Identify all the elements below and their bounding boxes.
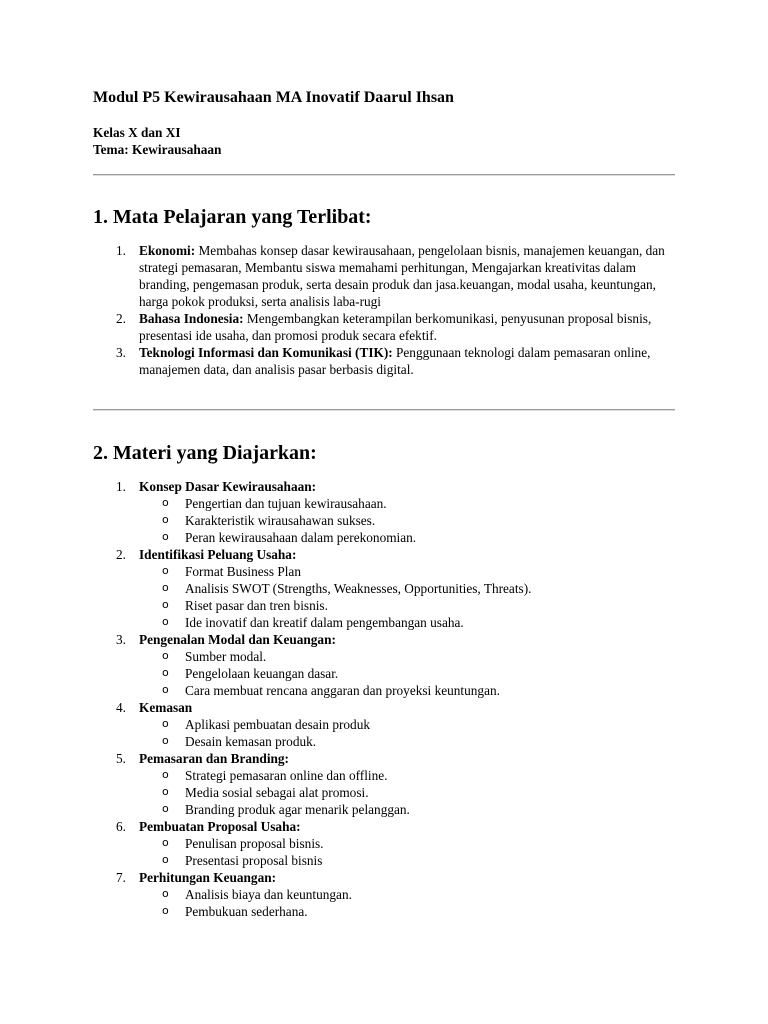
subtopic-item: o Desain kemasan produk. <box>162 734 317 749</box>
material-title: Pengenalan Modal dan Keuangan: <box>139 632 336 647</box>
material-item <box>93 478 665 546</box>
subtopic-item: o Format Business Plan <box>162 564 301 579</box>
subject-item-ict <box>93 344 665 378</box>
subject-description: Penggunaan teknologi dalam pemasaran online, manajemen data, dan analisis pasar berbasis digital. <box>139 345 651 377</box>
list-number: 5. <box>116 751 126 766</box>
circle-bullet-icon: o <box>162 887 169 900</box>
materials-list <box>93 478 665 920</box>
list-number: 2. <box>116 311 126 326</box>
subtopic-item: o Analisis biaya dan keuntungan. <box>162 887 352 902</box>
subtopic-item: o Branding produk agar menarik pelanggan. <box>162 802 410 817</box>
subject-item-economics <box>93 242 665 310</box>
circle-bullet-icon: o <box>162 904 169 917</box>
circle-bullet-icon: o <box>162 513 169 526</box>
theme-line: Tema: Kewirausahaan <box>93 142 222 157</box>
section-heading-subjects: 1. Mata Pelajaran yang Terlibat: <box>93 206 372 228</box>
material-subtopics <box>139 648 665 699</box>
material-item <box>93 546 665 631</box>
subject-name: Bahasa Indonesia: <box>139 311 244 326</box>
material-item <box>93 869 665 920</box>
material-subtopics <box>139 835 665 869</box>
circle-bullet-icon: o <box>162 666 169 679</box>
circle-bullet-icon: o <box>162 853 169 866</box>
class-line: Kelas X dan XI <box>93 125 181 140</box>
subject-item-indonesian <box>93 310 665 344</box>
subject-name: Teknologi Informasi dan Komunikasi (TIK): <box>139 345 393 360</box>
list-number: 7. <box>116 870 126 885</box>
subtopic-item: o Penulisan proposal bisnis. <box>162 836 324 851</box>
material-item <box>93 699 665 750</box>
circle-bullet-icon: o <box>162 496 169 509</box>
subtopic-item: o Karakteristik wirausahawan sukses. <box>162 513 376 528</box>
material-title: Perhitungan Keuangan: <box>139 870 277 885</box>
subtopic-item: o Peran kewirausahaan dalam perekonomian. <box>162 530 417 545</box>
subtopic-item: o Presentasi proposal bisnis <box>162 853 323 868</box>
document-title: Modul P5 Kewirausahaan MA Inovatif Daarul Ihsan <box>93 89 454 106</box>
subtopic-item: o Media sosial sebagai alat promosi. <box>162 785 369 800</box>
circle-bullet-icon: o <box>162 615 169 628</box>
subject-description: Membahas konsep dasar kewirausahaan, pengelolaan bisnis, manajemen keuangan, dan strategi pemasaran, Membantu siswa memahami perhitungan, Mengajarkan kreativitas dalam branding, pengemasan produk, serta desain produk dan jasa.keuangan, modal usaha, keuntungan, harga pokok produksi, serta analisis laba-rugi <box>139 243 665 309</box>
list-number: 6. <box>116 819 126 834</box>
material-subtopics <box>139 716 665 750</box>
subject-description: Mengembangkan keterampilan berkomunikasi, penyusunan proposal bisnis, presentasi ide usaha, dan promosi produk secara efektif. <box>139 311 652 343</box>
circle-bullet-icon: o <box>162 802 169 815</box>
material-title: Identifikasi Peluang Usaha: <box>139 547 297 562</box>
list-number: 3. <box>116 345 126 360</box>
material-subtopics <box>139 495 665 546</box>
subtopic-item: o Ide inovatif dan kreatif dalam pengembangan usaha. <box>162 615 464 630</box>
material-title: Pemasaran dan Branding: <box>139 751 289 766</box>
horizontal-divider <box>93 409 675 411</box>
list-number: 3. <box>116 632 126 647</box>
circle-bullet-icon: o <box>162 683 169 696</box>
material-title: Konsep Dasar Kewirausahaan: <box>139 479 317 494</box>
subtopic-item: o Riset pasar dan tren bisnis. <box>162 598 328 613</box>
document-meta <box>93 124 221 158</box>
circle-bullet-icon: o <box>162 564 169 577</box>
material-item <box>93 750 665 818</box>
list-number: 1. <box>116 243 126 258</box>
circle-bullet-icon: o <box>162 836 169 849</box>
subtopic-item: o Pengelolaan keuangan dasar. <box>162 666 339 681</box>
circle-bullet-icon: o <box>162 598 169 611</box>
subtopic-item: o Pengertian dan tujuan kewirausahaan. <box>162 496 387 511</box>
material-item <box>93 631 665 699</box>
material-title: Kemasan <box>139 700 193 715</box>
material-title: Pembuatan Proposal Usaha: <box>139 819 301 834</box>
horizontal-divider <box>93 174 675 176</box>
subtopic-item: o Aplikasi pembuatan desain produk <box>162 717 371 732</box>
list-number: 4. <box>116 700 126 715</box>
subjects-list <box>93 242 665 378</box>
circle-bullet-icon: o <box>162 768 169 781</box>
subject-name: Ekonomi: <box>139 243 196 258</box>
subtopic-item: o Strategi pemasaran online dan offline. <box>162 768 388 783</box>
material-item <box>93 818 665 869</box>
circle-bullet-icon: o <box>162 717 169 730</box>
subtopic-item: o Analisis SWOT (Strengths, Weaknesses, Opportunities, Threats). <box>162 581 532 596</box>
section-heading-materials: 2. Materi yang Diajarkan: <box>93 442 317 464</box>
circle-bullet-icon: o <box>162 581 169 594</box>
subtopic-item: o Pembukuan sederhana. <box>162 904 308 919</box>
circle-bullet-icon: o <box>162 649 169 662</box>
material-subtopics <box>139 767 665 818</box>
circle-bullet-icon: o <box>162 734 169 747</box>
circle-bullet-icon: o <box>162 785 169 798</box>
subtopic-item: o Sumber modal. <box>162 649 267 664</box>
list-number: 2. <box>116 547 126 562</box>
subtopic-item: o Cara membuat rencana anggaran dan proyeksi keuntungan. <box>162 683 500 698</box>
material-subtopics <box>139 886 665 920</box>
material-subtopics <box>139 563 665 631</box>
circle-bullet-icon: o <box>162 530 169 543</box>
list-number: 1. <box>116 479 126 494</box>
